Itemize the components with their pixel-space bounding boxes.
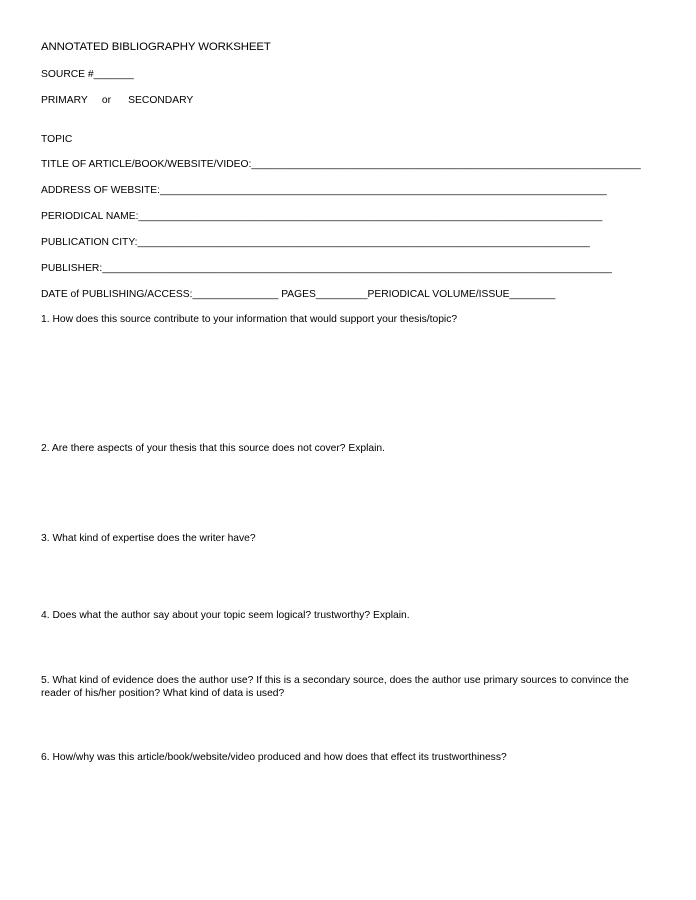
question-3: 3. What kind of expertise does the writer have?: [41, 533, 256, 544]
question-5: 5. What kind of evidence does the author use? If this is a secondary source, does the author use primary sources to convince the reader of his/her position? What kind of data is used?: [41, 675, 629, 699]
question-6: 6. How/why was this article/book/website/video produced and how does that effect its trustworthiness?: [41, 752, 507, 763]
source-type-choice: PRIMARY or SECONDARY: [41, 95, 194, 106]
question-2: 2. Are there aspects of your thesis that this source does not cover? Explain.: [41, 443, 385, 454]
topic-label: TOPIC: [41, 134, 73, 145]
publisher-field: PUBLISHER:_________________________________________________________________________________________: [41, 263, 612, 274]
date-pages-volume-field: DATE of PUBLISHING/ACCESS:_______________ PAGES_________PERIODICAL VOLUME/ISSUE________: [41, 289, 556, 300]
website-address-field: ADDRESS OF WEBSITE:______________________________________________________________________________: [41, 185, 607, 196]
source-number-field: SOURCE #_______: [41, 69, 134, 80]
title-of-work-field: TITLE OF ARTICLE/BOOK/WEBSITE/VIDEO:____________________________________________________________________: [41, 159, 641, 170]
question-1: 1. How does this source contribute to your information that would support your thesis/topic?: [41, 314, 458, 325]
periodical-name-field: PERIODICAL NAME:_________________________________________________________________________________: [41, 211, 603, 222]
page-title: ANNOTATED BIBLIOGRAPHY WORKSHEET: [41, 41, 271, 53]
question-4: 4. Does what the author say about your topic seem logical? trustworthy? Explain.: [41, 610, 410, 621]
publication-city-field: PUBLICATION CITY:_______________________________________________________________________________: [41, 237, 590, 248]
